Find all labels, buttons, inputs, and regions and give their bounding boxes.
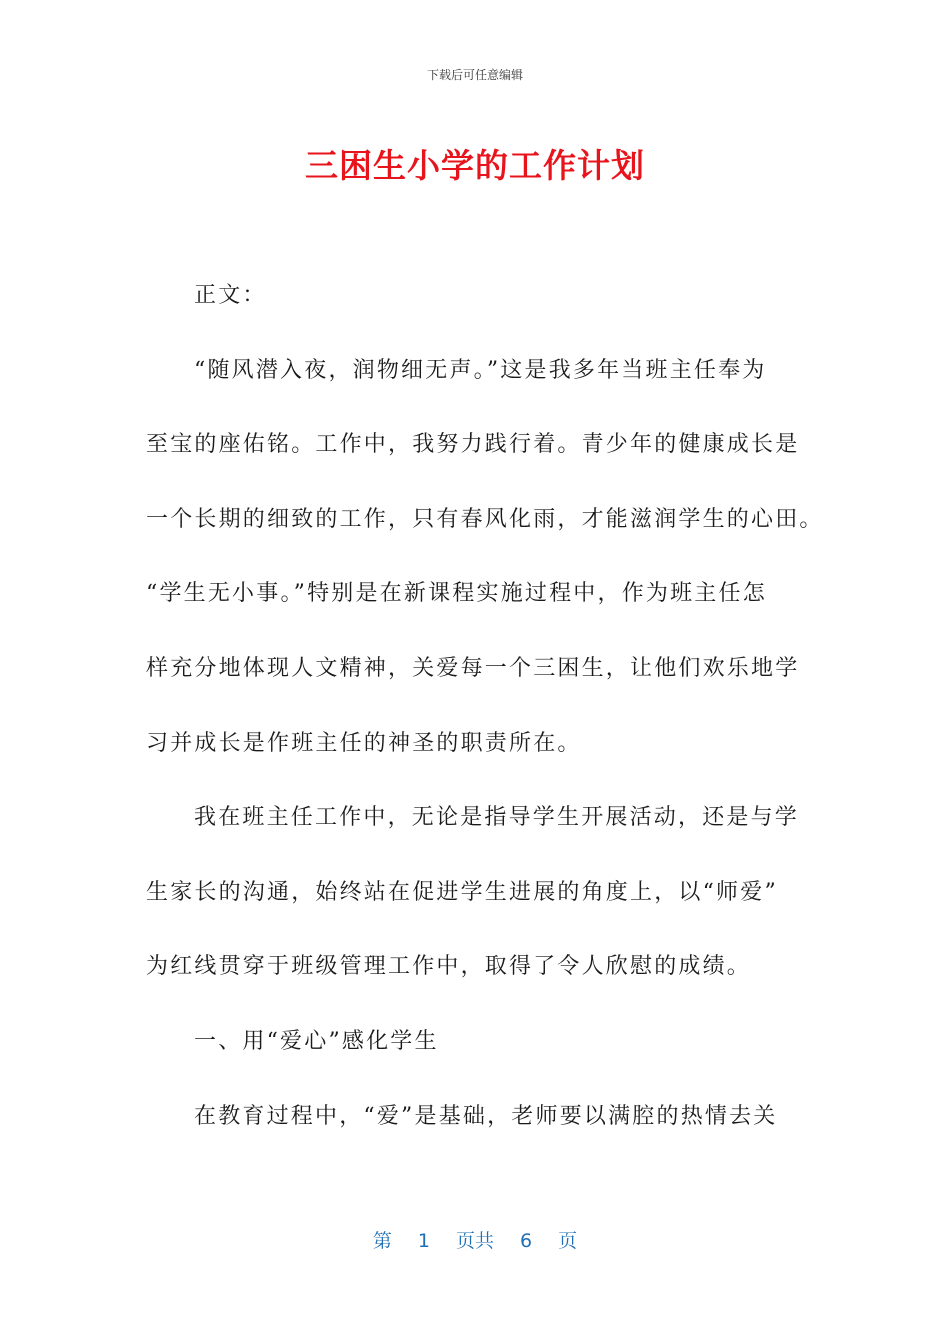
body-line-1: “随风潜入夜，润物细无声。”这是我多年当班主任奉为	[194, 357, 767, 383]
document-title: 三困生小学的工作计划	[305, 146, 645, 185]
page-footer	[0, 1226, 950, 1253]
body-line-7: 我在班主任工作中，无论是指导学生开展活动，还是与学	[194, 805, 800, 831]
body-line-5: 样充分地体现人文精神，关爱每一个三困生，让他们欢乐地学	[146, 655, 800, 681]
section-heading-1: 一、用“爱心”感化学生	[194, 1028, 439, 1054]
footer-page-mid: 页共	[455, 1230, 494, 1252]
footer-page-prefix: 第	[372, 1230, 392, 1252]
body-line-4: “学生无小事。”特别是在新课程实施过程中，作为班主任怎	[146, 581, 767, 607]
footer-total-pages: 6	[520, 1230, 533, 1252]
footer-page-number: 1	[417, 1230, 430, 1252]
body-line-9: 为红线贯穿于班级管理工作中，取得了令人欣慰的成绩。	[146, 954, 752, 980]
body-line-3: 一个长期的细致的工作，只有春风化雨，才能滋润学生的心田。	[146, 506, 824, 532]
header-note: 下载后可任意编辑	[426, 68, 523, 82]
footer-page-suffix: 页	[558, 1230, 578, 1252]
body-line-8: 生家长的沟通，始终站在促进学生进展的角度上，以“师爱”	[146, 879, 778, 905]
body-line-6: 习并成长是作班主任的神圣的职责所在。	[146, 730, 582, 756]
body-line-11: 在教育过程中，“爱”是基础，老师要以满腔的热情去关	[194, 1103, 778, 1129]
body-line-0: 正文：	[194, 283, 267, 308]
document-body	[146, 266, 824, 1161]
body-line-2: 至宝的座佑铭。工作中，我努力践行着。青少年的健康成长是	[146, 432, 800, 458]
